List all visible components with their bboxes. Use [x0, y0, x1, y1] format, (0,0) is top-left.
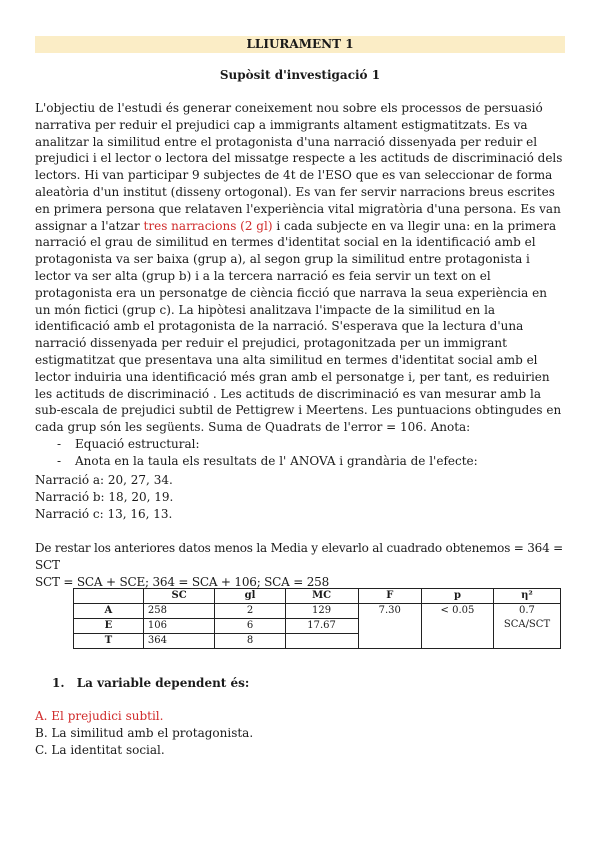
calc-line-2: SCT = SCA + SCE; 364 = SCA + 106; SCA = 258: [35, 575, 330, 589]
description-text-1: L'objectiu de l'estudi és generar coneixement nou sobre els processos de persuasió narrativa per reduir el prejudici cap a immigrants altament estigmatitzats. Es va analitzar la similitud entre el protagonista d'una narració dissenyada per reduir el prejudici i el lector o lectora del missatge respecte a les actituds de discriminació dels lectors. Hi van participar 9 subjectes de 4t de l'ESO que es van seleccionar de forma aleatòria d'un institut (disseny ortogonal). Es van fer servir narracions breus escrites en primera persona que relataven l'experiència vital migratòria d'una persona. Es van assignar a l'atzar: [35, 101, 563, 233]
row-label: T: [74, 634, 144, 649]
cell-gl: 2: [215, 604, 285, 619]
cell-eta: [493, 604, 560, 649]
row-label: A: [74, 604, 144, 619]
table-row: [74, 604, 561, 619]
task-item: - Equació estructural:: [57, 436, 565, 453]
cell-gl: 6: [215, 619, 285, 634]
cell-f: 7.30: [358, 604, 421, 649]
table-header-row: [74, 589, 561, 604]
table-header: p: [421, 589, 493, 604]
table-header: [74, 589, 144, 604]
eta-formula: SCA/SCT: [503, 619, 551, 630]
calculation-notes: [35, 540, 575, 591]
cell-sc: 106: [143, 619, 215, 634]
table-header: MC: [285, 589, 358, 604]
task-list: [35, 436, 565, 470]
narrative-b: Narració b: 18, 20, 19.: [35, 490, 174, 504]
header-band: [35, 36, 565, 53]
eta-value: 0.7: [519, 605, 535, 616]
page-title: LLIURAMENT 1: [246, 37, 354, 51]
answer-options: [35, 708, 253, 759]
cell-mc: 129: [285, 604, 358, 619]
table-header: η²: [493, 589, 560, 604]
calc-line-1: De restar los anteriores datos menos la Media y elevarlo al cuadrado obtenemos = 364 = SCT: [35, 541, 564, 572]
answer-option-c: C. La identitat social.: [35, 743, 165, 757]
section-subtitle: Supòsit d'investigació 1: [219, 68, 381, 82]
question-heading: [52, 676, 249, 690]
narrative-scores: [35, 472, 575, 523]
cell-mc: [285, 634, 358, 649]
task-item: - Anota en la taula els resultats de l' ANOVA i grandària de l'efecte:: [57, 453, 565, 470]
cell-mc: 17.67: [285, 619, 358, 634]
answer-option-b: B. La similitud amb el protagonista.: [35, 726, 254, 740]
row-label: E: [74, 619, 144, 634]
cell-sc: 258: [143, 604, 215, 619]
highlight-narratives: tres narracions (2 gl): [143, 218, 273, 233]
description-text-2: i cada subjecte en va llegir una: en la primera narració el grau de similitud en termes d'identitat social en la identificació amb el protagonista va ser baixa (grup a), al segon grup la similitud entre protagonista i lector va ser alta (grup b) i a la tercera narració es feia servir un text on el protagonista era un personatge de ciència ficció que narrava la seua experiència en un món fictici (grup c). La hipòtesi analitzava l'impacte de la similitud en la identificació amb el protagonista de la narració. S'esperava que la lectura d'una narració dissenyada per reduir el prejudici, protagonitzada per un immigrant estigmatitzat que presentava una alta similitud en termes d'identitat social amb el lector induiria una identificació més gran amb el personatge i, per tant, es reduirien les actituds de discriminació . Les actituds de discriminació es van mesurar amb la sub-escala de prejudici subtil de Pettigrew i Meertens. Les puntuacions obtingudes en cada grup són les següents. Suma de Quadrats de l'error = 106. Anota:: [35, 218, 562, 435]
narrative-a: Narració a: 20, 27, 34.: [35, 473, 173, 487]
question-number: 1.: [52, 676, 65, 690]
anova-table: [73, 588, 561, 649]
table-header: F: [358, 589, 421, 604]
table-header: SC: [143, 589, 215, 604]
question-text: La variable dependent és:: [76, 676, 250, 690]
table-header: gl: [215, 589, 285, 604]
cell-gl: 8: [215, 634, 285, 649]
answer-option-a: A. El prejudici subtil.: [35, 709, 164, 723]
cell-sc: 364: [143, 634, 215, 649]
narrative-c: Narració c: 13, 16, 13.: [35, 507, 173, 521]
case-description: [35, 100, 565, 470]
cell-p: < 0.05: [421, 604, 493, 649]
